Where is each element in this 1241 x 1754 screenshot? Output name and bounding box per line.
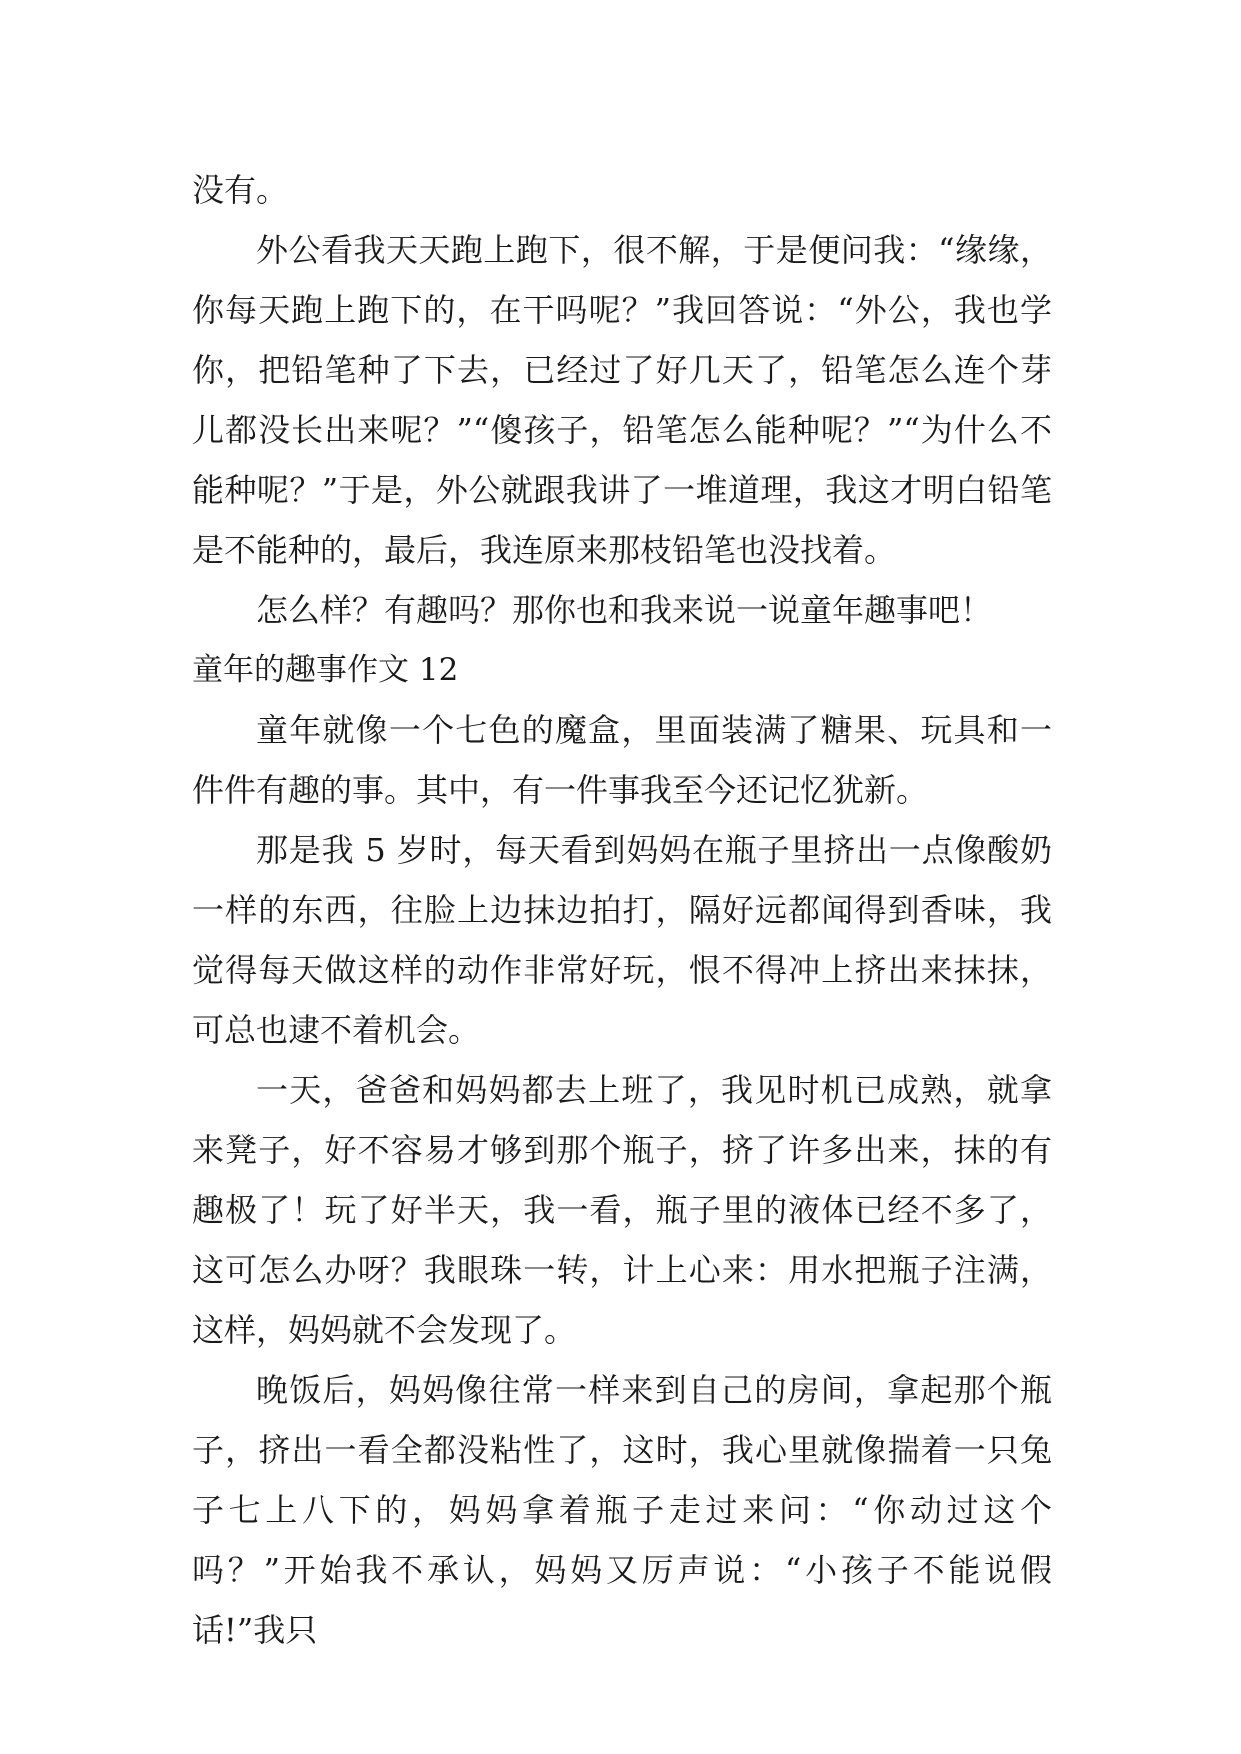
continuation-paragraph: 没有。 [192,171,289,209]
section-title: 童年的趣事作文 12 [192,652,459,688]
paragraph-after-dinner: 晚饭后，妈妈像往常一样来到自己的房间，拿起那个瓶子，挤出一看全都没粘性了，这时，我心里就像揣着一只兔子七上八下的，妈妈拿着瓶子走过来问：“你动过这个吗？”开始我不承认，妈妈又厉声说：“小孩子不能说假话!”我只 [192,1371,1052,1649]
paragraph-one-day: 一天，爸爸和妈妈都去上班了，我见时机已成熟，就拿来凳子，好不容易才够到那个瓶子，挤了许多出来，抹的有趣极了！玩了好半天，我一看，瓶子里的液体已经不多了，这可怎么办呀？我眼珠一转，计上心来：用水把瓶子注满，这样，妈妈就不会发现了。 [192,1071,1052,1349]
paragraph-closing-question: 怎么样？有趣吗？那你也和我来说一说童年趣事吧！ [256,591,993,629]
paragraph-age-five: 那是我 5 岁时，每天看到妈妈在瓶子里挤出一点像酸奶一样的东西，往脸上边抹边拍打，隔好远都闻得到香味，我觉得每天做这样的动作非常好玩，恨不得冲上挤出来抹抹，可总也逮不着机会。 [192,831,1052,1049]
document-body [192,160,1052,1660]
paragraph-grandpa-question: 外公看我天天跑上跑下，很不解，于是便问我：“缘缘，你每天跑上跑下的，在干吗呢？”我回答说：“外公，我也学你，把铅笔种了下去，已经过了好几天了，铅笔怎么连个芽儿都没长出来呢？”“傻孩子，铅笔怎么能种呢？”“为什么不能种呢？”于是，外公就跟我讲了一堆道理，我这才明白铅笔是不能种的，最后，我连原来那枝铅笔也没找着。 [192,231,1052,569]
paragraph-magic-box: 童年就像一个七色的魔盒，里面装满了糖果、玩具和一件件有趣的事。其中，有一件事我至今还记忆犹新。 [192,711,1052,809]
